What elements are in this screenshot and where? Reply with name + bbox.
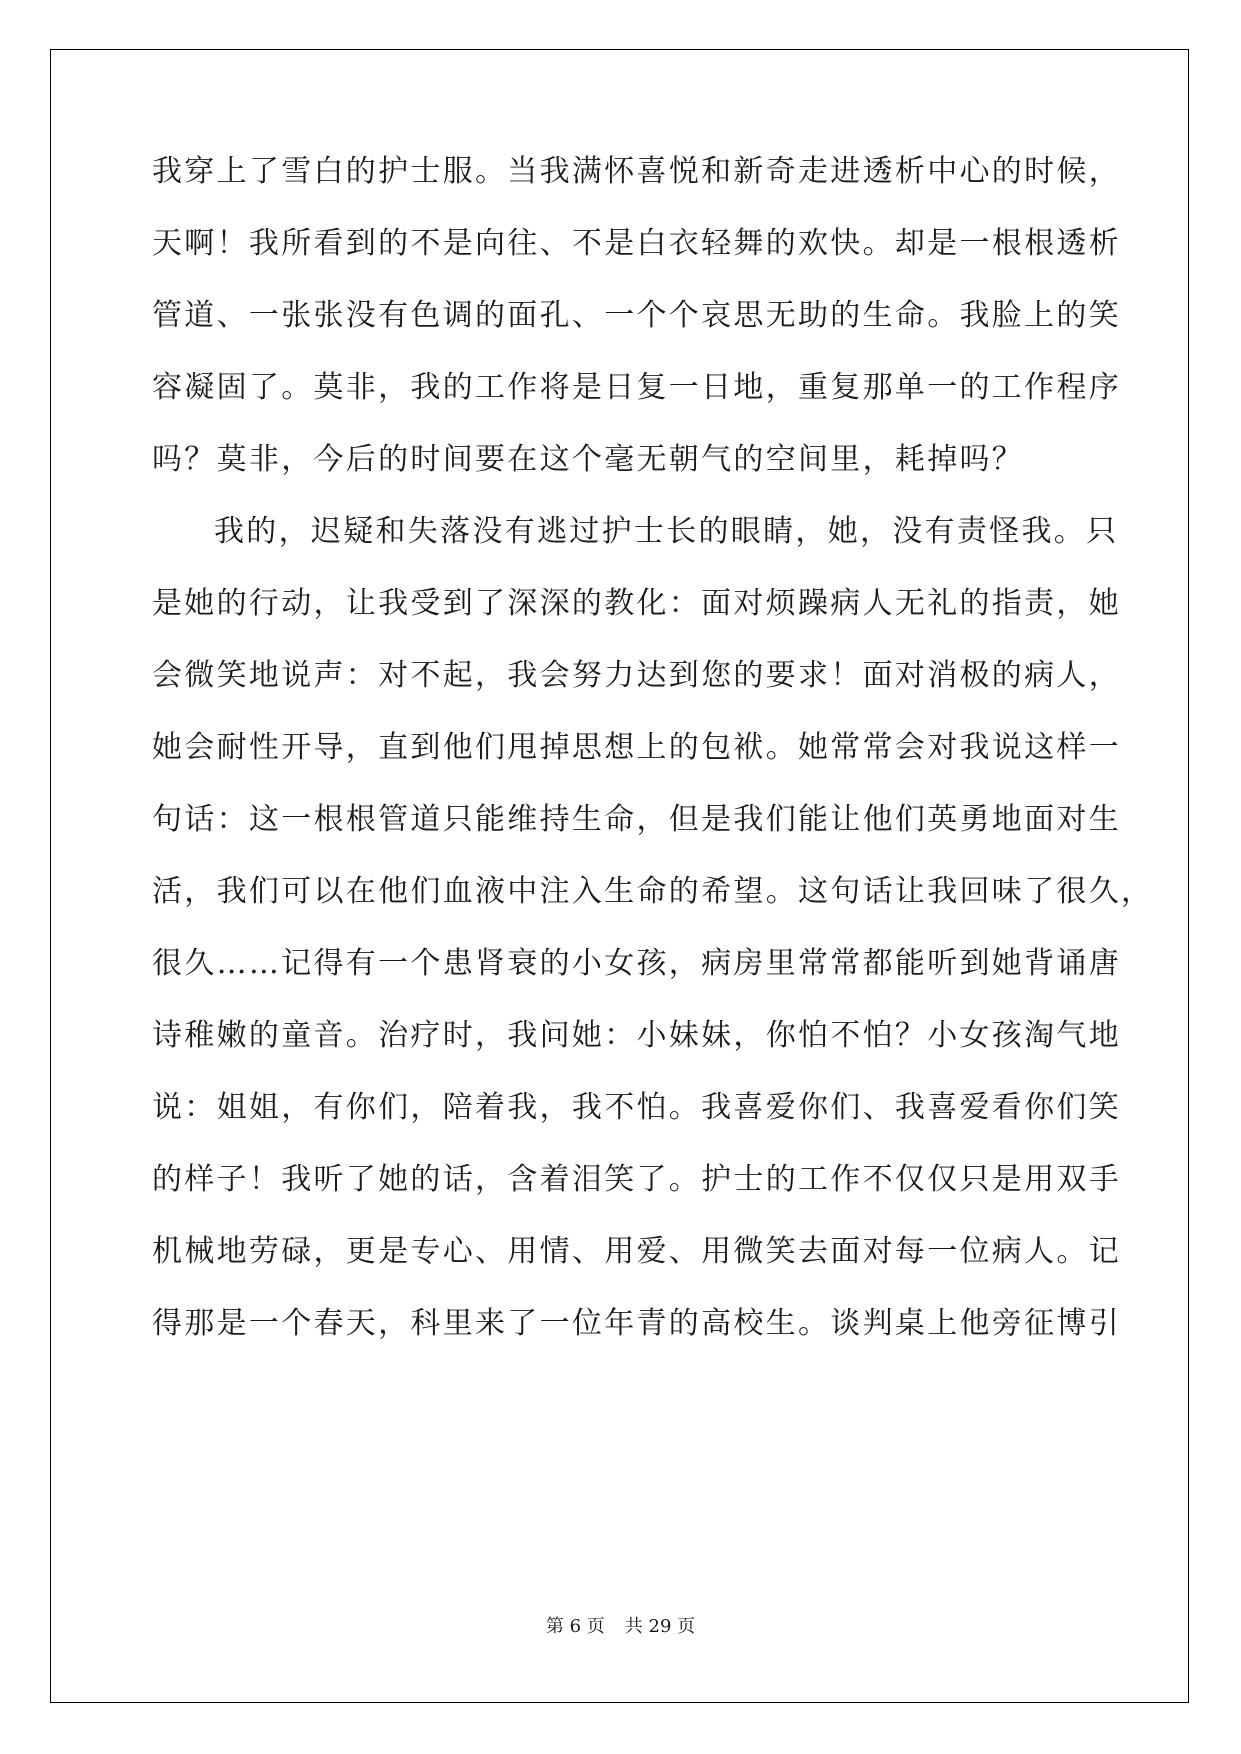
text-line: 很久……记得有一个患肾衰的小女孩，病房里常常都能听到她背诵唐 <box>152 946 1121 981</box>
page-total: 共 29 页 <box>624 1616 696 1637</box>
text-line: 诗稚嫩的童音。治疗时，我问她：小妹妹，你怕不怕？小女孩淘气地 <box>152 1018 1121 1053</box>
text-line: 的样子！我听了她的话，含着泪笑了。护士的工作不仅仅只是用双手 <box>152 1162 1121 1197</box>
text-line: 我穿上了雪白的护士服。当我满怀喜悦和新奇走进透析中心的时候， <box>152 154 1121 189</box>
text-line: 吗？莫非，今后的时间要在这个毫无朝气的空间里，耗掉吗？ <box>152 442 1025 477</box>
text-line: 她会耐性开导，直到他们甩掉思想上的包袱。她常常会对我说这样一 <box>152 730 1121 765</box>
text-line: 容凝固了。莫非，我的工作将是日复一日地，重复那单一的工作程序 <box>152 370 1121 405</box>
text-line: 会微笑地说声：对不起，我会努力达到您的要求！面对消极的病人， <box>152 658 1121 693</box>
page-footer <box>0 1612 1241 1638</box>
text-line: 句话：这一根根管道只能维持生命，但是我们能让他们英勇地面对生 <box>152 802 1121 837</box>
page-number: 第 6 页 <box>545 1616 605 1637</box>
text-line: 我的，迟疑和失落没有逃过护士长的眼睛，她，没有责怪我。只 <box>214 514 1119 549</box>
text-line: 是她的行动，让我受到了深深的教化：面对烦躁病人无礼的指责，她 <box>152 586 1121 621</box>
text-line: 得那是一个春天，科里来了一位年青的高校生。谈判桌上他旁征博引 <box>152 1306 1121 1341</box>
text-line: 管道、一张张没有色调的面孔、一个个哀思无助的生命。我脸上的笑 <box>152 298 1121 333</box>
text-line: 说：姐姐，有你们，陪着我，我不怕。我喜爱你们、我喜爱看你们笑 <box>152 1090 1121 1125</box>
text-line: 机械地劳碌，更是专心、用情、用爱、用微笑去面对每一位病人。记 <box>152 1234 1121 1269</box>
text-line: 天啊！我所看到的不是向往、不是白衣轻舞的欢快。却是一根根透析 <box>152 226 1121 261</box>
text-line: 活，我们可以在他们血液中注入生命的希望。这句话让我回味了很久， <box>152 874 1154 909</box>
